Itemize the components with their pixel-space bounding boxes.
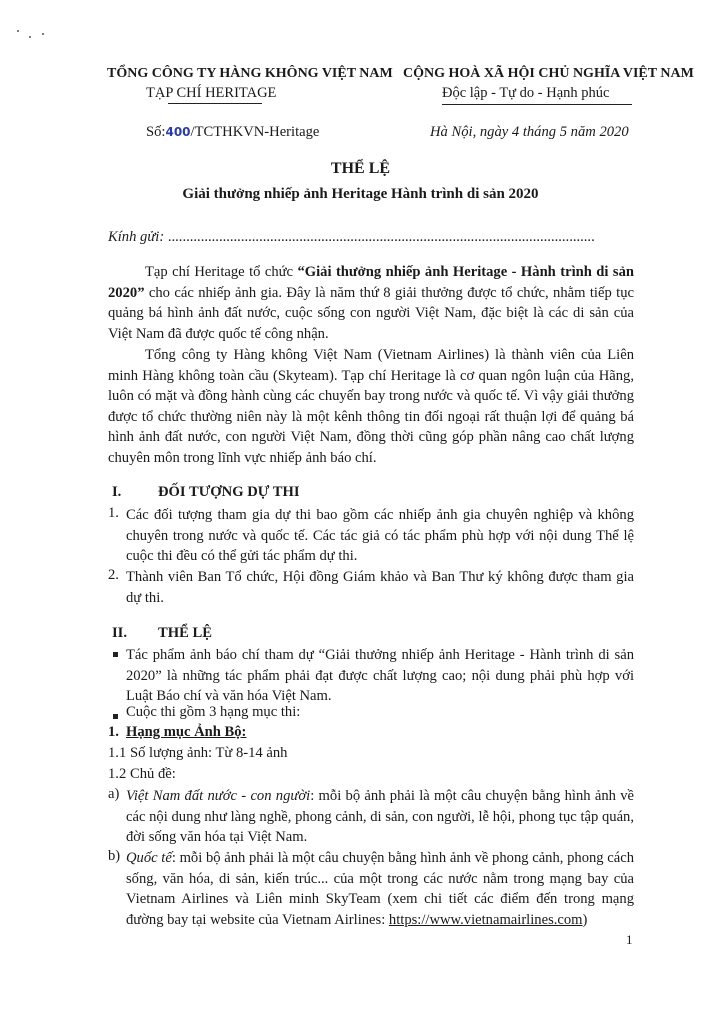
- header-right-underline: [442, 104, 632, 105]
- list-number: 2.: [108, 567, 119, 583]
- topic-b: Quốc tế: mỗi bộ ảnh phải là một câu chuyện bằng hình ảnh về phong cảnh, phong cách sống, văn hóa, di sản, kiến trúc... của một trong các nước nằm trong mạng bay của Vietnam Airlines và Liên minh SkyTeam (xem chi tiết các điểm đến trong mạng đường bay tại website của Vietnam Airlines: https://www.vietnamairlines.com): [126, 850, 634, 928]
- bullet-icon: [113, 652, 118, 657]
- magazine-name: TẠP CHÍ HERITAGE: [146, 85, 277, 101]
- org-name: TỔNG CÔNG TY HÀNG KHÔNG VIỆT NAM: [107, 66, 393, 81]
- section-1-heading: ĐỐI TƯỢNG DỰ THI: [158, 484, 300, 500]
- issue-date: Hà Nội, ngày 4 tháng 5 năm 2020: [430, 124, 629, 140]
- greeting-line: Kính gửi: .....................................................................................................................: [108, 229, 595, 245]
- intro-paragraph-2: Tổng công ty Hàng không Việt Nam (Vietnam Airlines) là thành viên của Liên minh Hàng không toàn cầu (Skyteam). Tạp chí Heritage là cơ quan ngôn luận của Hãng, luôn có mặt và đồng hành cùng các chuyến bay trong nước và quốc tế. Vì vậy giải thưởng được tổ chức thường niên này là một kênh thông tin đối ngoại rất thuận lợi để quảng bá hình ảnh đất nước, con người Việt Nam, đồng thời cũng góp phần nâng cao chất lượng chuyên môn trong lĩnh vực nhiếp ảnh báo chí.: [108, 347, 634, 466]
- header-left-underline: [168, 103, 262, 104]
- topic-label: a): [108, 786, 120, 802]
- country-name: CỘNG HOÀ XÃ HỘI CHỦ NGHĨA VIỆT NAM: [403, 66, 694, 81]
- scan-speck: [42, 33, 44, 35]
- sub-item-number: 1.2: [108, 766, 127, 782]
- bullet-item: Cuộc thi gồm 3 hạng mục thi:: [126, 704, 301, 720]
- section-2-numeral: II.: [112, 625, 128, 641]
- section-2-heading: THỂ LỆ: [158, 625, 212, 641]
- sub-item-text: Chủ đề:: [130, 766, 176, 782]
- section-1-numeral: I.: [112, 484, 122, 500]
- list-item: Thành viên Ban Tổ chức, Hội đồng Giám khảo và Ban Thư ký không được tham gia dự thi.: [126, 569, 634, 606]
- scan-speck: [17, 30, 19, 32]
- sub-item-number: 1.1: [108, 745, 127, 761]
- reference-number: Số:400/TCTHKVN-Heritage: [146, 124, 320, 140]
- intro-paragraph-1: Tạp chí Heritage tổ chức “Giải thưởng nhiếp ảnh Heritage - Hành trình di sản 2020” cho các nhiếp ảnh gia. Đây là năm thứ 8 giải thưởng được tổ chức, nhằm tiếp tục quảng bá hình ảnh đất nước, cuộc sống con người Việt Nam, đặc biệt là các di sản của Việt Nam đã được quốc tế công nhận.: [108, 264, 634, 342]
- topic-label: b): [108, 848, 121, 864]
- category-number: 1.: [108, 724, 119, 740]
- category-heading: Hạng mục Ảnh Bộ:: [126, 724, 247, 740]
- sub-item-text: Số lượng ảnh: Từ 8-14 ảnh: [130, 745, 288, 761]
- topic-a: Việt Nam đất nước - con người: mỗi bộ ảnh phải là một câu chuyện bằng hình ảnh về các nội dung như làng nghề, phong cảnh, di sản, con người, lễ hội, phong tục tập quán, đời sống văn hóa tại Việt Nam.: [126, 788, 634, 846]
- page-number: 1: [626, 932, 633, 947]
- document-title: THỂ LỆ: [330, 160, 391, 177]
- list-item: Các đối tượng tham gia dự thi bao gồm các nhiếp ảnh gia chuyên nghiệp và không chuyên trong nước và quốc tế. Các tác giả có tác phẩm phù hợp với nội dung Thể lệ cuộc thi đều có thể gửi tác phẩm dự thi.: [126, 507, 634, 565]
- list-number: 1.: [108, 505, 119, 521]
- bullet-icon: [113, 714, 118, 719]
- website-link[interactable]: https://www.vietnamairlines.com: [388, 911, 583, 928]
- national-motto: Độc lập - Tự do - Hạnh phúc: [442, 85, 610, 101]
- scan-speck: [29, 36, 31, 38]
- handwritten-number: 400: [165, 125, 191, 139]
- document-subtitle: Giải thưởng nhiếp ảnh Heritage Hành trình di sản 2020: [182, 186, 539, 202]
- bullet-item: Tác phẩm ảnh báo chí tham dự “Giải thưởng nhiếp ảnh Heritage - Hành trình di sản 2020” là những tác phẩm phải đạt được chất lượng cao; nội dung phải phù hợp với Luật Báo chí và văn hóa Việt Nam.: [126, 647, 634, 705]
